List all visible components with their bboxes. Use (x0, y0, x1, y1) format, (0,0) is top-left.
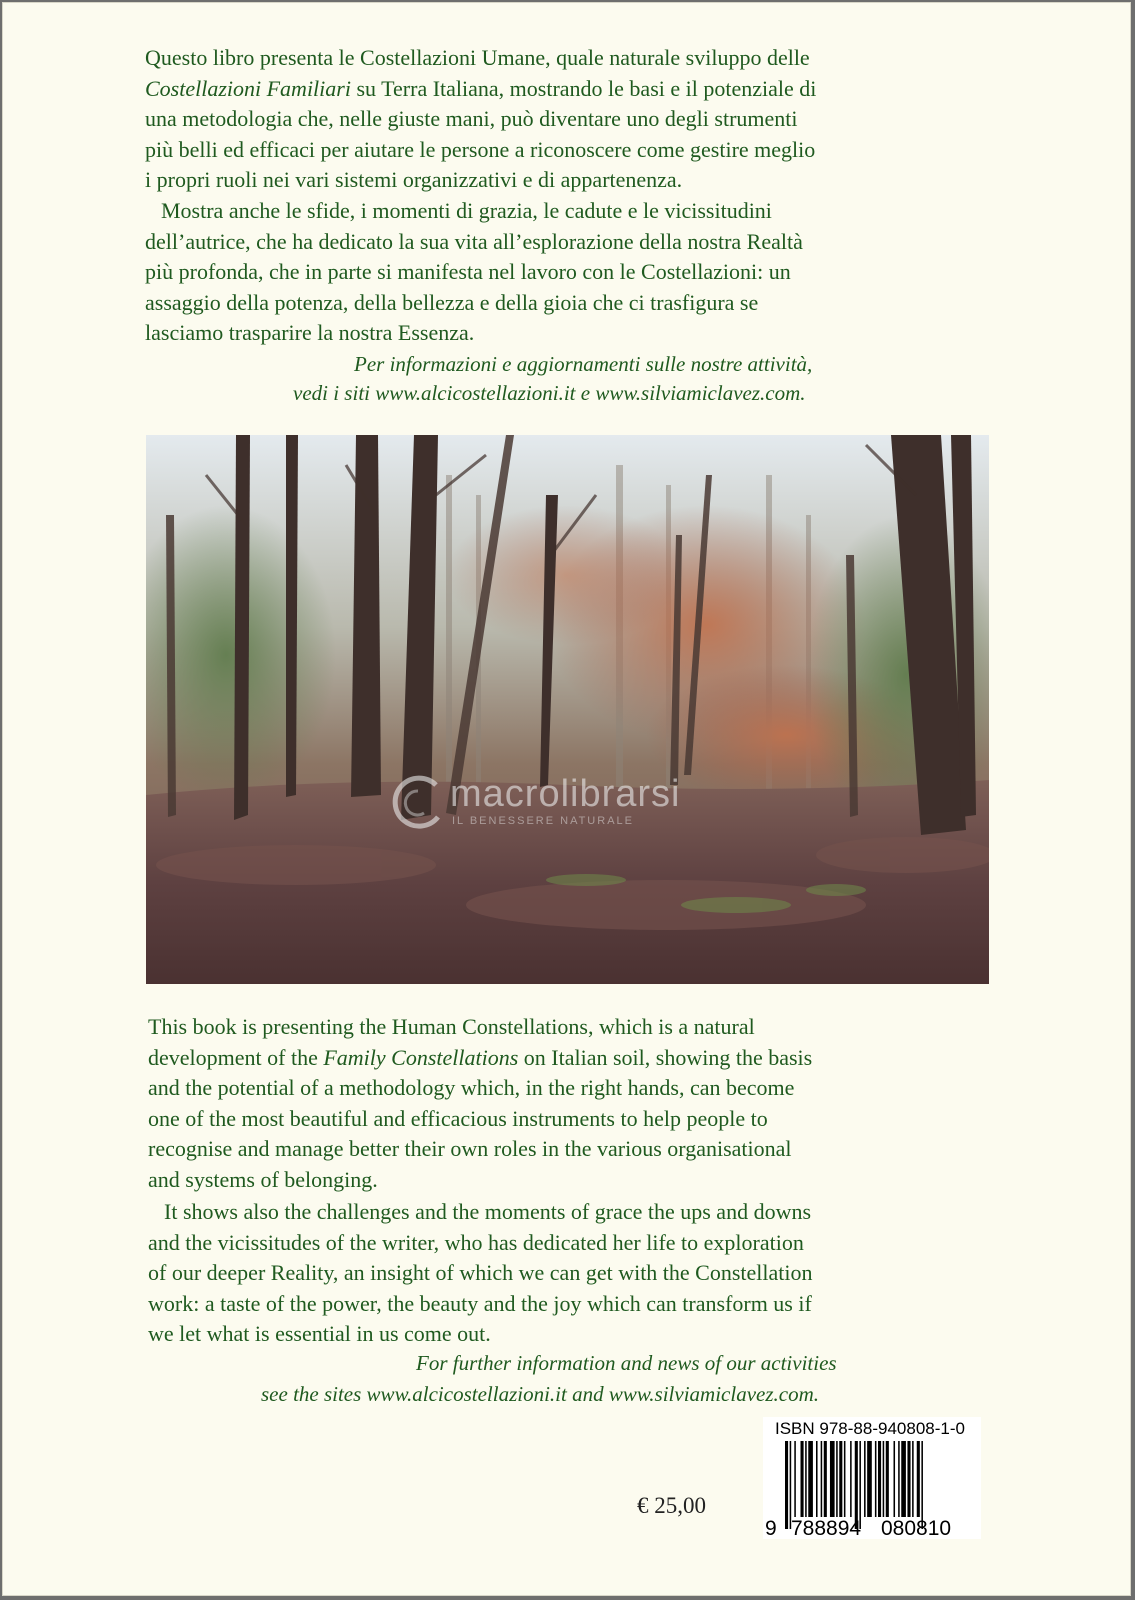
barcode-bar (901, 1441, 906, 1517)
italic-title: Costellazioni Familiari (145, 75, 351, 101)
watermark-tagline: IL BENESSERE NATURALE (452, 815, 634, 827)
barcode-bar (816, 1441, 818, 1517)
barcode-bar (878, 1441, 881, 1517)
isbn-label: ISBN 978-88-940808-1-0 (775, 1419, 965, 1438)
text-line: una metodologia che, nelle giuste mani, può diventare uno degli strumenti (145, 106, 798, 132)
italian-info-line-2: vedi i siti www.alcicostellazioni.it e www.silviamiclavez.com. (293, 381, 806, 405)
barcode-bar (894, 1441, 896, 1517)
barcode-bar (883, 1441, 885, 1517)
text-fragment: on Italian soil, showing the basis (518, 1044, 813, 1070)
back-cover-page (2, 2, 1131, 1596)
text-line: assaggio della potenza, della bellezza e della gioia che ci trasfigura se (145, 289, 759, 315)
barcode-bar (785, 1441, 788, 1529)
barcode-bar (917, 1441, 920, 1517)
barcode-bar (855, 1441, 858, 1529)
barcode-bar (839, 1441, 842, 1517)
text-line: Questo libro presenta le Costellazioni Umane, quale naturale sviluppo delle (145, 45, 810, 70)
text-fragment: su Terra Italiana, mostrando le basi e il potenziale di (350, 75, 817, 101)
text-line: one of the most beautiful and efficacious instruments to help people to (148, 1105, 768, 1131)
text-line: recognise and manage better their own roles in the various organisational (148, 1136, 792, 1162)
english-paragraph-1 (148, 1012, 948, 1196)
text-fragment: development of the (148, 1044, 324, 1070)
text-line: più belli ed efficaci per aiutare le persone a riconoscere come gestire meglio (145, 136, 816, 162)
barcode-bar (898, 1441, 900, 1517)
english-paragraph-2 (148, 1197, 948, 1350)
barcode-bar (921, 1441, 923, 1529)
barcode-bar (830, 1441, 835, 1517)
barcode-bar (836, 1441, 838, 1517)
barcode-bar (864, 1441, 866, 1517)
barcode-bar (907, 1441, 910, 1517)
text-line: lasciamo trasparire la nostra Essenza. (145, 320, 475, 346)
barcode-bar (805, 1441, 807, 1517)
text-line (148, 1043, 948, 1074)
barcode-bar (867, 1441, 872, 1517)
barcode-bar (790, 1441, 792, 1529)
italic-title: Family Constellations (323, 1044, 519, 1070)
barcode-digit-first: 9 (765, 1517, 777, 1540)
text-line: of our deeper Reality, an insight of which we can get with the Constellation (148, 1260, 813, 1286)
barcode-bar (875, 1441, 877, 1517)
italian-paragraph-2 (145, 196, 945, 349)
text-line: work: a taste of the power, the beauty and the joy which can transform us if (148, 1290, 812, 1316)
text-line (145, 74, 945, 105)
italian-info-line-1: Per informazioni e aggiornamenti sulle nostre attività, (354, 352, 813, 376)
text-line: Mostra anche le sfide, i momenti di grazia, le cadute e le vicissitudini (161, 198, 772, 223)
barcode-bar (794, 1441, 796, 1517)
english-info-line-1: For further information and news of our activities (416, 1351, 837, 1375)
barcode-bar (844, 1441, 846, 1517)
watermark-brand: macrolibrarsi (450, 773, 681, 815)
barcode-digits-left: 788894 (791, 1517, 862, 1540)
italian-paragraph-1 (145, 43, 945, 196)
forest-photo (146, 435, 989, 984)
barcode-bar (801, 1441, 804, 1517)
barcode-bar (850, 1441, 852, 1517)
barcode-bar (824, 1441, 827, 1517)
isbn-barcode-block (763, 1417, 981, 1539)
barcode-graphic (785, 1441, 963, 1529)
text-line: i propri ruoli nei vari sistemi organizzativi e di appartenenza. (145, 167, 683, 193)
barcode-bar (912, 1441, 914, 1517)
text-line: and the potential of a methodology which, in the right hands, can become (148, 1075, 795, 1101)
text-line: più profonda, che in parte si manifesta nel lavoro con le Costellazioni: un (145, 259, 791, 285)
barcode-bar (821, 1441, 823, 1517)
text-line: and systems of belonging. (148, 1166, 378, 1192)
text-line: This book is presenting the Human Constellations, which is a natural (148, 1014, 755, 1039)
barcode-bar (859, 1441, 861, 1529)
text-line: dell’autrice, che ha dedicato la sua vita all’esplorazione della nostra Realtà (145, 228, 803, 254)
barcode-bar (808, 1441, 813, 1517)
barcode-bar (886, 1441, 889, 1517)
text-line: and the vicissitudes of the writer, who has dedicated her life to exploration (148, 1229, 804, 1255)
english-info-line-2: see the sites www.alcicostellazioni.it and www.silviamiclavez.com. (261, 1382, 819, 1406)
barcode-digits-right: 080810 (881, 1517, 952, 1540)
price-label: € 25,00 (637, 1493, 706, 1518)
text-line: It shows also the challenges and the moments of grace the ups and downs (164, 1199, 812, 1224)
text-line: we let what is essential in us come out. (148, 1321, 491, 1347)
